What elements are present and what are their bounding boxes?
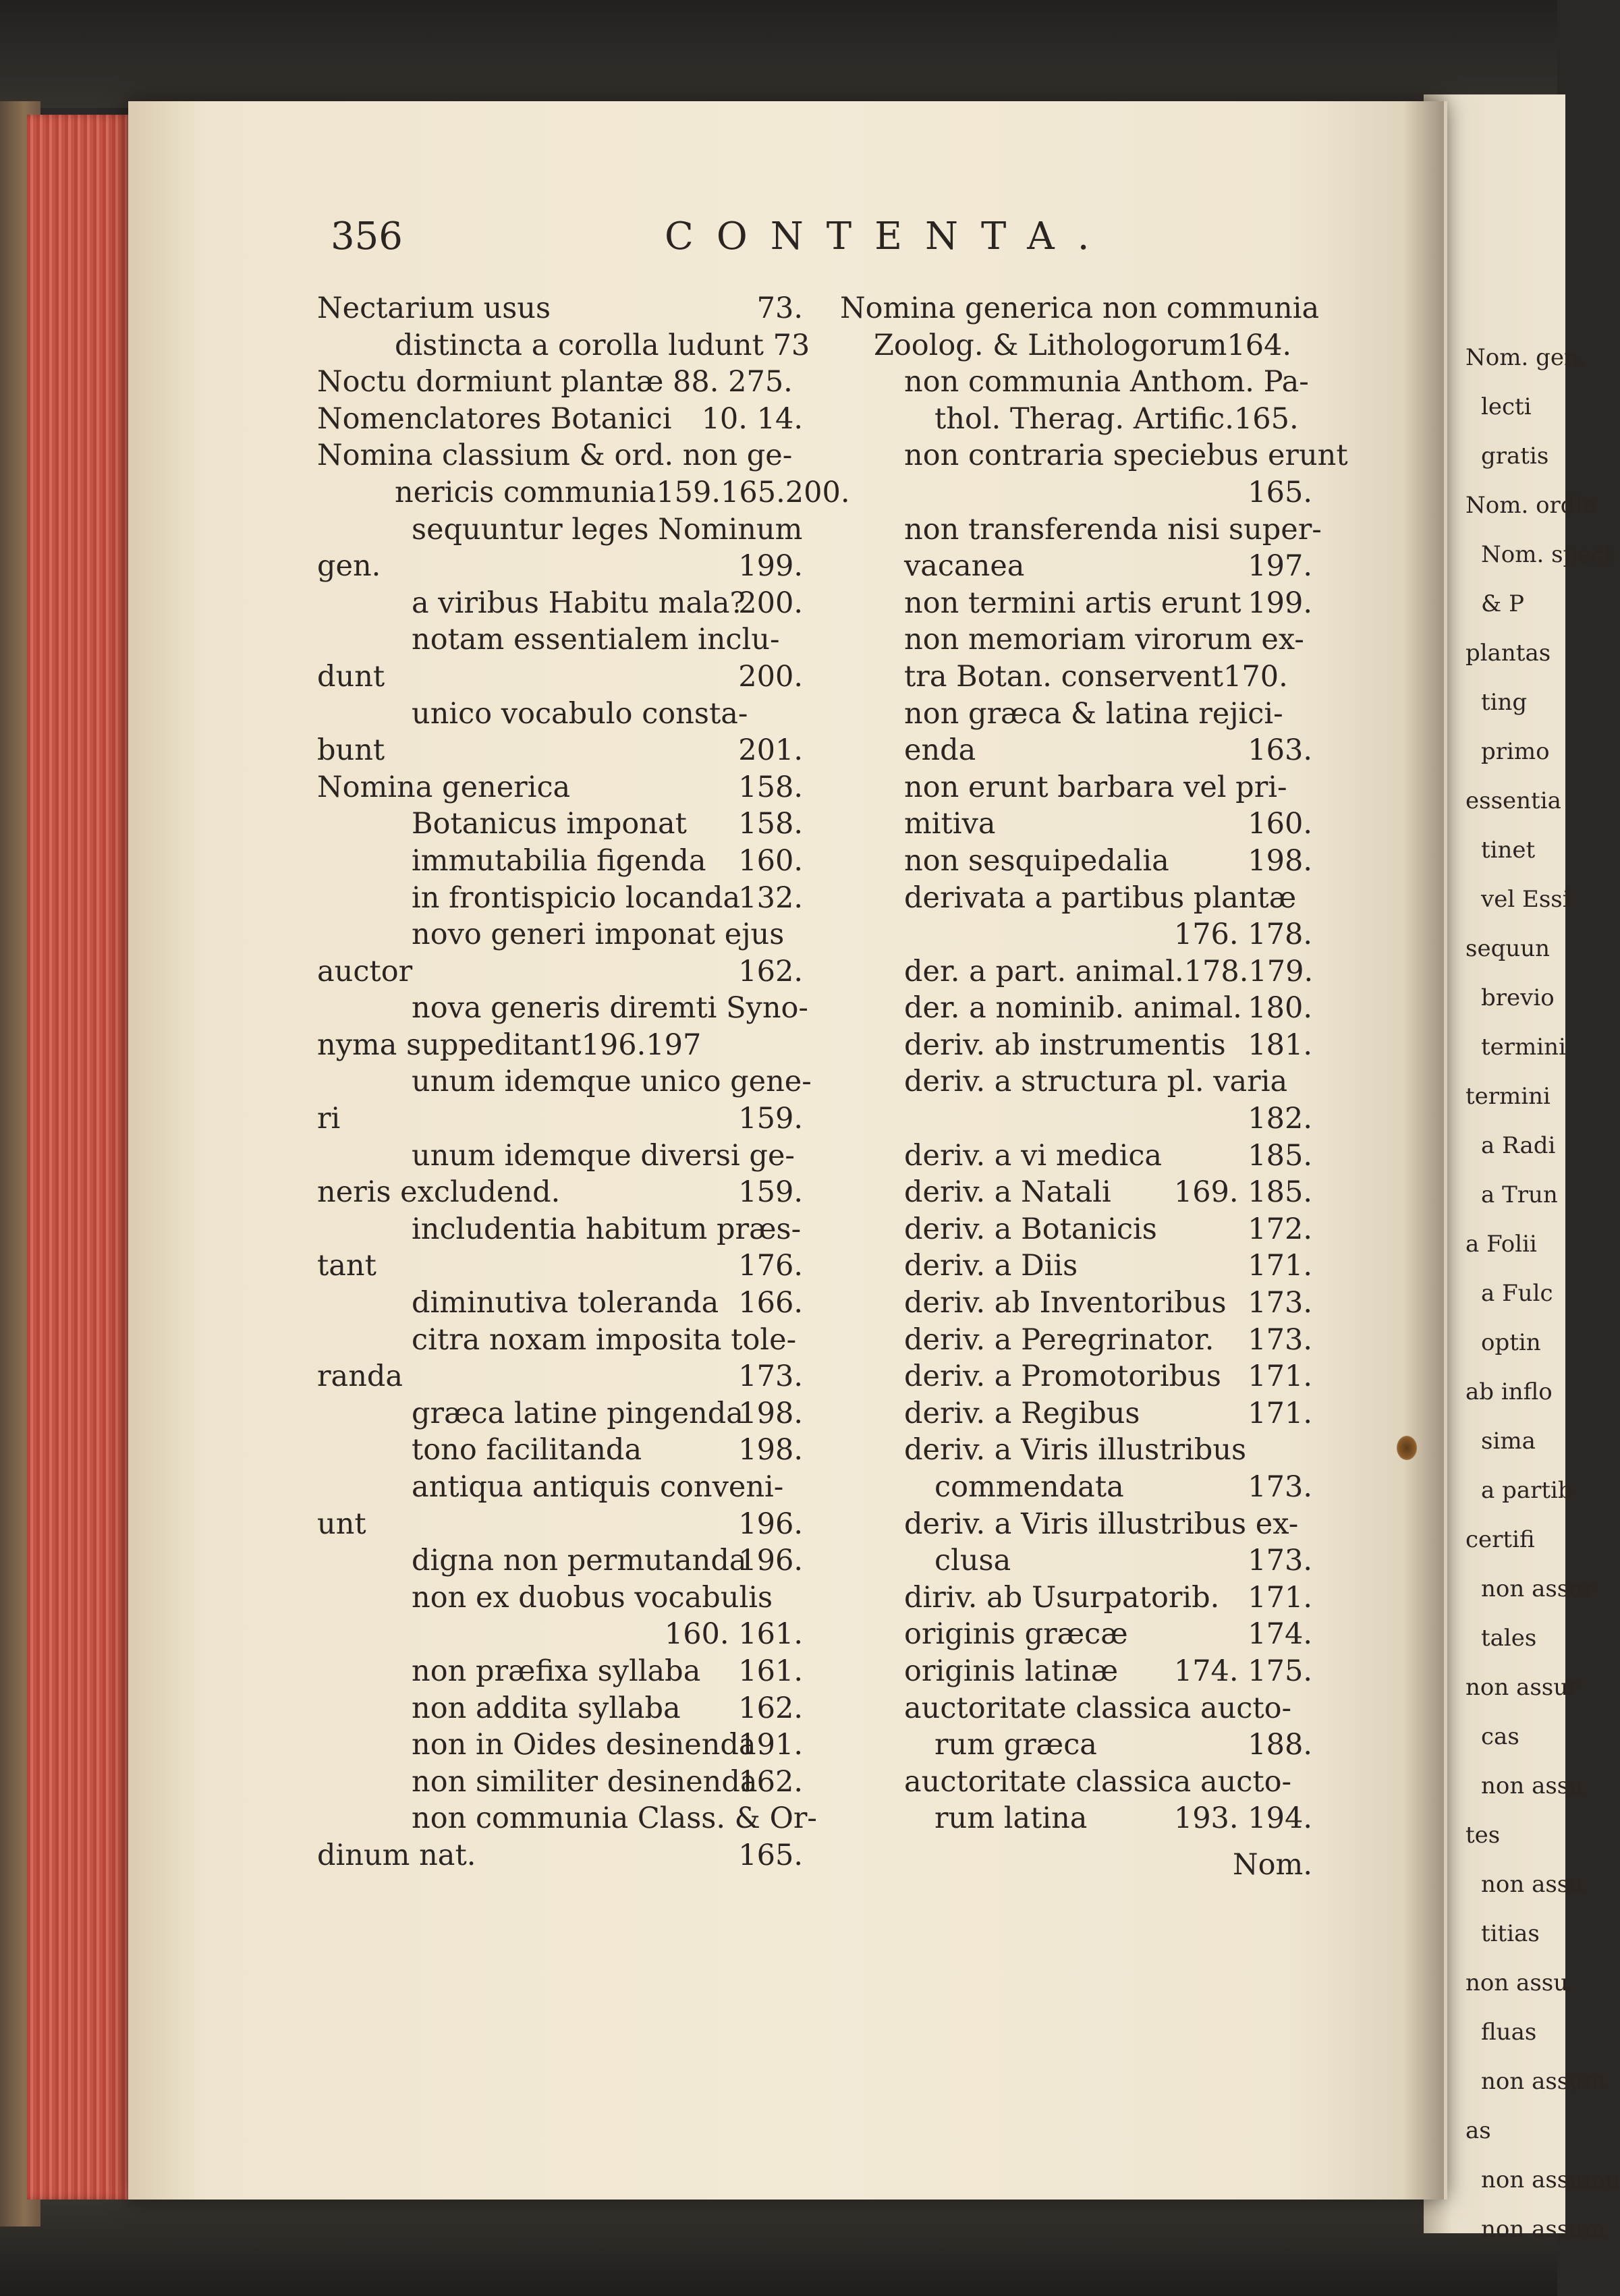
index-entry	[317, 953, 803, 990]
index-entry	[840, 1395, 1312, 1432]
next-page-text: primo	[1481, 738, 1550, 765]
index-entry	[317, 880, 803, 917]
index-entry-page-ref: 198.	[738, 1433, 803, 1467]
index-entry	[840, 1100, 1312, 1138]
index-entry-text: Nomina classium & ord. non ge-	[317, 439, 793, 473]
index-entry	[317, 1506, 803, 1543]
index-entry-page-ref: 171.	[1248, 1396, 1312, 1430]
index-entry	[317, 1358, 803, 1395]
index-entry-page-ref: 193. 194.	[1173, 1801, 1312, 1836]
index-entry	[840, 732, 1312, 769]
index-entry-text: deriv. a Regibus	[904, 1396, 1140, 1430]
next-page-text: non assum	[1481, 2068, 1606, 2095]
index-entry-page-ref: 200.	[738, 659, 803, 694]
index-entry-text: non communia Anthom. Pa-	[904, 365, 1309, 399]
next-page-text: a Folii	[1465, 1231, 1537, 1258]
index-entry-page-ref: 199.	[1248, 586, 1312, 620]
index-entry	[840, 437, 1348, 474]
index-entry-text: auctor	[317, 954, 413, 988]
index-entry-page-ref: 171.	[1248, 1360, 1312, 1394]
next-page-text: ting	[1481, 689, 1528, 716]
index-entry	[317, 548, 803, 585]
index-entry-text: non sesquipedalia	[904, 843, 1169, 878]
index-entry-page-ref: 171.	[1248, 1249, 1312, 1283]
index-entry	[317, 1690, 803, 1727]
index-entry-text: ri	[317, 1102, 341, 1136]
index-entry-text: diminutiva toleranda	[412, 1286, 719, 1320]
index-entry	[840, 1764, 1312, 1801]
index-entry-text: gen.	[317, 549, 381, 584]
index-entry-text: deriv. a Botanicis	[904, 1212, 1157, 1246]
index-entry-text: nova generis diremti Syno-	[412, 991, 808, 1026]
index-entry-text: includentia habitum præs-	[412, 1212, 802, 1246]
index-entry-page-ref: 158.	[738, 807, 803, 841]
index-entry	[317, 1800, 817, 1837]
index-entry-text: non memoriam virorum ex-	[904, 623, 1304, 657]
next-page-text: Nom. speci	[1481, 541, 1612, 568]
index-entry-text: deriv. ab instrumentis	[904, 1028, 1226, 1062]
index-entry-text: Nomina generica	[317, 770, 571, 804]
index-entry-page-ref: 185.	[1248, 1138, 1312, 1173]
index-entry	[840, 990, 1312, 1027]
index-entry-text: unum idemque diversi ge-	[412, 1138, 795, 1173]
index-entry-text: neris excludend.	[317, 1175, 561, 1210]
index-entry-text: deriv. a Promotoribus	[904, 1360, 1221, 1394]
next-page-text: termini	[1481, 1034, 1566, 1061]
next-page-text: cas	[1481, 1723, 1519, 1750]
index-entry-text: dunt	[317, 659, 385, 694]
index-entry	[317, 511, 803, 549]
index-entry	[840, 474, 1312, 511]
next-page-text: plantas	[1465, 640, 1551, 667]
next-page-text: non assu	[1465, 1969, 1569, 1996]
index-entry	[840, 1800, 1312, 1837]
background-bottom	[0, 2186, 1557, 2296]
index-entry-text: immutabilia figenda	[412, 843, 706, 878]
index-entry	[840, 1358, 1312, 1395]
next-page-text: non assur	[1465, 1674, 1580, 1701]
index-entry-page-ref: 173.	[738, 1360, 803, 1394]
index-entry	[840, 290, 1320, 327]
red-page-edges	[27, 115, 135, 2200]
next-page-text: gratis	[1481, 443, 1549, 470]
index-entry	[840, 916, 1312, 953]
index-entry-page-ref: 176.	[738, 1249, 803, 1283]
index-entry-page-ref: 173.	[1248, 1286, 1312, 1320]
index-entry-page-ref: 188.	[1248, 1728, 1312, 1762]
index-entry-text: a viribus Habitu mala?	[412, 586, 746, 620]
index-entry	[840, 769, 1312, 806]
index-entry-text: græca latine pingenda	[412, 1396, 744, 1430]
index-entry-page-ref: 176. 178.	[1173, 918, 1312, 952]
index-entry	[840, 843, 1312, 880]
index-entry	[840, 1322, 1312, 1359]
index-entry-text: deriv. a structura pl. varia	[904, 1065, 1288, 1099]
index-entry-page-ref: 180.	[1248, 991, 1312, 1026]
index-entry-text: rum græca	[934, 1728, 1097, 1762]
index-entry-text: deriv. a Peregrinator.	[904, 1322, 1214, 1357]
background-top	[0, 0, 1557, 108]
index-entry-text: mitiva	[904, 807, 996, 841]
index-entry-text: in frontispicio locanda	[412, 880, 741, 915]
index-entry-text: nyma suppeditant196.197	[317, 1028, 702, 1062]
index-entry	[317, 1211, 803, 1248]
index-entry-text: clusa	[934, 1544, 1011, 1578]
next-page-text: ab inflo	[1465, 1378, 1553, 1405]
index-entry	[840, 1727, 1312, 1764]
index-entry-text: novo generi imponat ejus	[412, 918, 785, 952]
index-entry-text: Noctu dormiunt plantæ 88. 275.	[317, 365, 793, 399]
index-entry-text: auctoritate classica aucto-	[904, 1764, 1292, 1799]
index-entry	[840, 806, 1312, 843]
index-entry	[317, 1248, 803, 1285]
next-page-text: optin	[1481, 1329, 1541, 1356]
index-entry-page-ref: 160.	[1248, 807, 1312, 841]
index-entry-text: antiqua antiquis conveni-	[412, 1470, 784, 1504]
index-entry	[840, 696, 1312, 733]
index-entry-text: non ex duobus vocabulis	[412, 1580, 773, 1615]
index-entry-text: non termini artis erunt	[904, 586, 1241, 620]
index-entry-text: non præfixa syllaba	[412, 1654, 701, 1688]
index-entry-text: notam essentialem inclu-	[412, 623, 780, 657]
index-entry-page-ref: 165.	[738, 1838, 803, 1872]
next-page-text: non assu	[1481, 1871, 1584, 1898]
index-entry	[317, 1837, 803, 1874]
index-entry	[317, 732, 803, 769]
index-entry	[840, 1616, 1312, 1653]
index-entry	[317, 437, 803, 474]
index-entry	[840, 953, 1312, 990]
index-entry-text: digna non permutanda	[412, 1544, 747, 1578]
next-page-text: tales	[1481, 1625, 1537, 1652]
index-entry-text: non communia Class. & Or-	[412, 1801, 817, 1836]
index-entry-text: diriv. ab Usurpatorib.	[904, 1580, 1220, 1615]
index-entry-text: enda	[904, 733, 976, 768]
next-page-text: as	[1465, 2117, 1491, 2144]
index-entry-text: auctoritate classica aucto-	[904, 1691, 1292, 1725]
index-entry-page-ref: 159.	[738, 1175, 803, 1210]
index-entry-text: deriv. a Diis	[904, 1249, 1078, 1283]
index-entry	[317, 916, 803, 953]
index-entry	[317, 1063, 812, 1100]
index-entry-page-ref: 191.	[738, 1728, 803, 1762]
index-entry-page-ref: 199.	[738, 549, 803, 584]
index-entry-text: deriv. ab Inventoribus	[904, 1286, 1227, 1320]
next-page-text: fluas	[1481, 2019, 1537, 2046]
index-entry	[317, 621, 803, 659]
index-entry-text: commendata	[934, 1470, 1124, 1504]
index-entry-text: non græca & latina rejici-	[904, 696, 1283, 731]
index-entry-text: tra Botan. conservent170.	[904, 659, 1288, 694]
next-page-text: non assur	[1481, 1575, 1595, 1602]
index-entry	[317, 1542, 803, 1579]
index-entry-page-ref: 173.	[1248, 1322, 1312, 1357]
next-page-text: titias	[1481, 1920, 1540, 1947]
index-entry	[840, 548, 1312, 585]
next-page-text: brevio	[1481, 984, 1555, 1011]
next-page-text: non assu	[1481, 1772, 1584, 1799]
page-gutter-shadow	[1403, 101, 1444, 2200]
index-entry	[317, 696, 803, 733]
index-entry-page-ref: 200.	[738, 586, 803, 620]
ink-stain	[1397, 1436, 1417, 1460]
index-entry-page-ref: 162.	[738, 1691, 803, 1725]
index-entry-page-ref: 166.	[738, 1286, 803, 1320]
index-entry	[317, 1764, 803, 1801]
next-page-text: termini	[1465, 1083, 1551, 1110]
next-page-text: non assumu	[1481, 2166, 1620, 2193]
index-entry	[840, 1653, 1312, 1690]
index-entry	[840, 1063, 1312, 1100]
index-entry	[317, 401, 803, 438]
index-entry-text: non contraria speciebus erunt	[904, 439, 1348, 473]
index-entry-page-ref: 198.	[738, 1396, 803, 1430]
next-page-text: lecti	[1481, 393, 1532, 420]
index-entry-text: bunt	[317, 733, 385, 768]
index-entry-page-ref: 132.	[738, 880, 803, 915]
index-entry	[317, 1174, 803, 1211]
index-entry	[840, 1138, 1312, 1175]
index-entry-text: tant	[317, 1249, 376, 1283]
index-entry	[317, 843, 803, 880]
index-entry	[317, 364, 803, 401]
index-entry-text: Nomina generica non communia	[840, 291, 1320, 325]
index-entry-page-ref: 10. 14.	[701, 401, 803, 436]
index-entry-page-ref: 171.	[1248, 1580, 1312, 1615]
index-entry	[317, 327, 810, 364]
next-page-text: sequun	[1465, 935, 1551, 962]
index-entry	[317, 1432, 803, 1469]
index-entry	[317, 585, 803, 622]
index-entry	[317, 1653, 803, 1690]
index-entry	[317, 290, 803, 327]
index-entry-page-ref: 73.	[756, 291, 803, 325]
index-entry-page-ref: 159.	[738, 1102, 803, 1136]
next-page-text: sima	[1481, 1428, 1536, 1455]
index-entry-text: non transferenda nisi super-	[904, 512, 1322, 547]
index-entry	[840, 1579, 1312, 1617]
index-entry-text: vacanea	[904, 549, 1025, 584]
index-entry-page-ref: 162.	[738, 1764, 803, 1799]
index-entry-text: derivata a partibus plantæ	[904, 880, 1297, 915]
index-entry-text: unt	[317, 1507, 366, 1541]
index-entry	[840, 1469, 1312, 1506]
index-entry-page-ref: 196.	[738, 1507, 803, 1541]
index-entry-text: der. a nominib. animal.	[904, 991, 1242, 1026]
index-entry	[840, 1248, 1312, 1285]
index-entry-text: deriv. a vi medica	[904, 1138, 1163, 1173]
index-entry	[840, 585, 1312, 622]
index-entry-page-ref: 173.	[1248, 1544, 1312, 1578]
index-entry-text: thol. Therag. Artific.165.	[934, 401, 1299, 436]
index-entry-text: unico vocabulo consta-	[412, 696, 748, 731]
index-entry-text: citra noxam imposita tole-	[412, 1322, 797, 1357]
index-entry-page-ref: 201.	[738, 733, 803, 768]
next-page-text: a partib	[1481, 1477, 1573, 1504]
index-entry	[317, 1138, 803, 1175]
index-entry-page-ref: 174. 175.	[1173, 1654, 1312, 1688]
next-page-text: a Radi	[1481, 1132, 1556, 1159]
page-title: CONTENTA.	[665, 215, 1113, 258]
index-entry-text: originis græcæ	[904, 1617, 1128, 1652]
next-page-text: Nom. gen.	[1465, 344, 1586, 371]
next-page-text: tinet	[1481, 837, 1536, 864]
catchword: Nom.	[1233, 1847, 1312, 1882]
index-entry-text: non in Oides desinenda	[412, 1728, 756, 1762]
index-entry-text: unum idemque unico gene-	[412, 1065, 812, 1099]
index-entry-text: deriv. a Natali	[904, 1175, 1111, 1210]
index-entry	[840, 880, 1312, 917]
next-page-text: non assum	[1481, 2216, 1606, 2243]
next-page-text: certifi	[1465, 1526, 1535, 1553]
index-entry	[840, 1506, 1312, 1543]
index-entry-page-ref: 197.	[1248, 549, 1312, 584]
index-entry-text: tono facilitanda	[412, 1433, 642, 1467]
next-page-text: vel Essi	[1481, 886, 1570, 913]
index-entry-page-ref: 182.	[1248, 1102, 1312, 1136]
index-entry	[840, 1285, 1312, 1322]
index-entry-text: Botanicus imponat	[412, 807, 687, 841]
index-entry	[840, 659, 1312, 696]
index-entry	[840, 1690, 1312, 1727]
index-entry	[840, 621, 1312, 659]
index-entry	[840, 1174, 1312, 1211]
index-entry-page-ref: 160.	[738, 843, 803, 878]
index-entry-page-ref: 174.	[1248, 1617, 1312, 1652]
index-entry	[840, 511, 1322, 549]
next-page-text: a Fulc	[1481, 1280, 1553, 1307]
index-entry	[840, 1542, 1312, 1579]
index-entry-text: Zoolog. & Lithologorum164.	[874, 328, 1292, 362]
index-entry	[317, 1469, 803, 1506]
next-page-text: & P	[1481, 590, 1524, 617]
next-page-text: Nom. ordin	[1465, 492, 1598, 519]
index-column-right	[840, 290, 1348, 1882]
index-entry-page-ref: 161.	[738, 1654, 803, 1688]
index-entry-page-ref: 196.	[738, 1544, 803, 1578]
index-entry	[317, 474, 850, 511]
index-column-left	[317, 290, 850, 1874]
index-entry	[840, 364, 1312, 401]
index-entry-page-ref: 172.	[1248, 1212, 1312, 1246]
index-entry	[317, 806, 803, 843]
index-entry	[317, 1727, 803, 1764]
index-entry-text: non addita syllaba	[412, 1691, 681, 1725]
index-entry-page-ref: 163.	[1248, 733, 1312, 768]
index-entry-text: Nomenclatores Botanici	[317, 401, 672, 436]
index-entry-page-ref: 173.	[1248, 1470, 1312, 1504]
index-entry-text: deriv. a Viris illustribus ex-	[904, 1507, 1299, 1541]
index-entry	[317, 1100, 803, 1138]
index-entry-text: originis latinæ	[904, 1654, 1119, 1688]
index-entry-page-ref: 162.	[738, 954, 803, 988]
index-entry-text: deriv. a Viris illustribus	[904, 1433, 1247, 1467]
page-number: 356	[331, 215, 403, 258]
index-entry	[317, 1395, 803, 1432]
index-entry	[317, 659, 803, 696]
index-entry	[317, 1322, 803, 1359]
index-entry	[840, 401, 1312, 438]
index-entry-text: der. a part. animal.178.179.	[904, 954, 1314, 988]
index-entry	[317, 769, 803, 806]
index-entry	[317, 990, 808, 1027]
next-page-text: a Trun	[1481, 1181, 1558, 1208]
index-entry	[840, 327, 1312, 364]
index-entry-page-ref: 181.	[1248, 1028, 1312, 1062]
index-entry-text: randa	[317, 1360, 403, 1394]
index-entry	[317, 1616, 803, 1653]
index-entry	[840, 1027, 1312, 1064]
index-entry-text: sequuntur leges Nominum	[412, 512, 803, 547]
index-entry-page-ref: 198.	[1248, 843, 1312, 878]
index-entry-text: distincta a corolla ludunt 73	[395, 328, 810, 362]
index-entry	[317, 1579, 803, 1617]
index-entry-page-ref: 158.	[738, 770, 803, 804]
index-entry	[317, 1027, 803, 1064]
index-entry-text: nericis communia159.165.200.	[395, 475, 850, 509]
index-entry-text: Nectarium usus	[317, 291, 551, 325]
index-entry-page-ref: 160. 161.	[664, 1617, 803, 1652]
index-entry-text: dinum nat.	[317, 1838, 476, 1872]
index-entry-text: rum latina	[934, 1801, 1088, 1836]
index-entry-page-ref: 165.	[1248, 475, 1312, 509]
next-page-text: essentia	[1465, 787, 1561, 814]
next-page-text: tes	[1465, 1822, 1501, 1849]
index-entry-text: non similiter desinenda	[412, 1764, 758, 1799]
index-entry	[840, 1432, 1312, 1469]
index-entry	[840, 1211, 1312, 1248]
index-entry	[317, 1285, 803, 1322]
index-entry-text: non erunt barbara vel pri-	[904, 770, 1287, 804]
index-entry-page-ref: 169. 185.	[1173, 1175, 1312, 1210]
